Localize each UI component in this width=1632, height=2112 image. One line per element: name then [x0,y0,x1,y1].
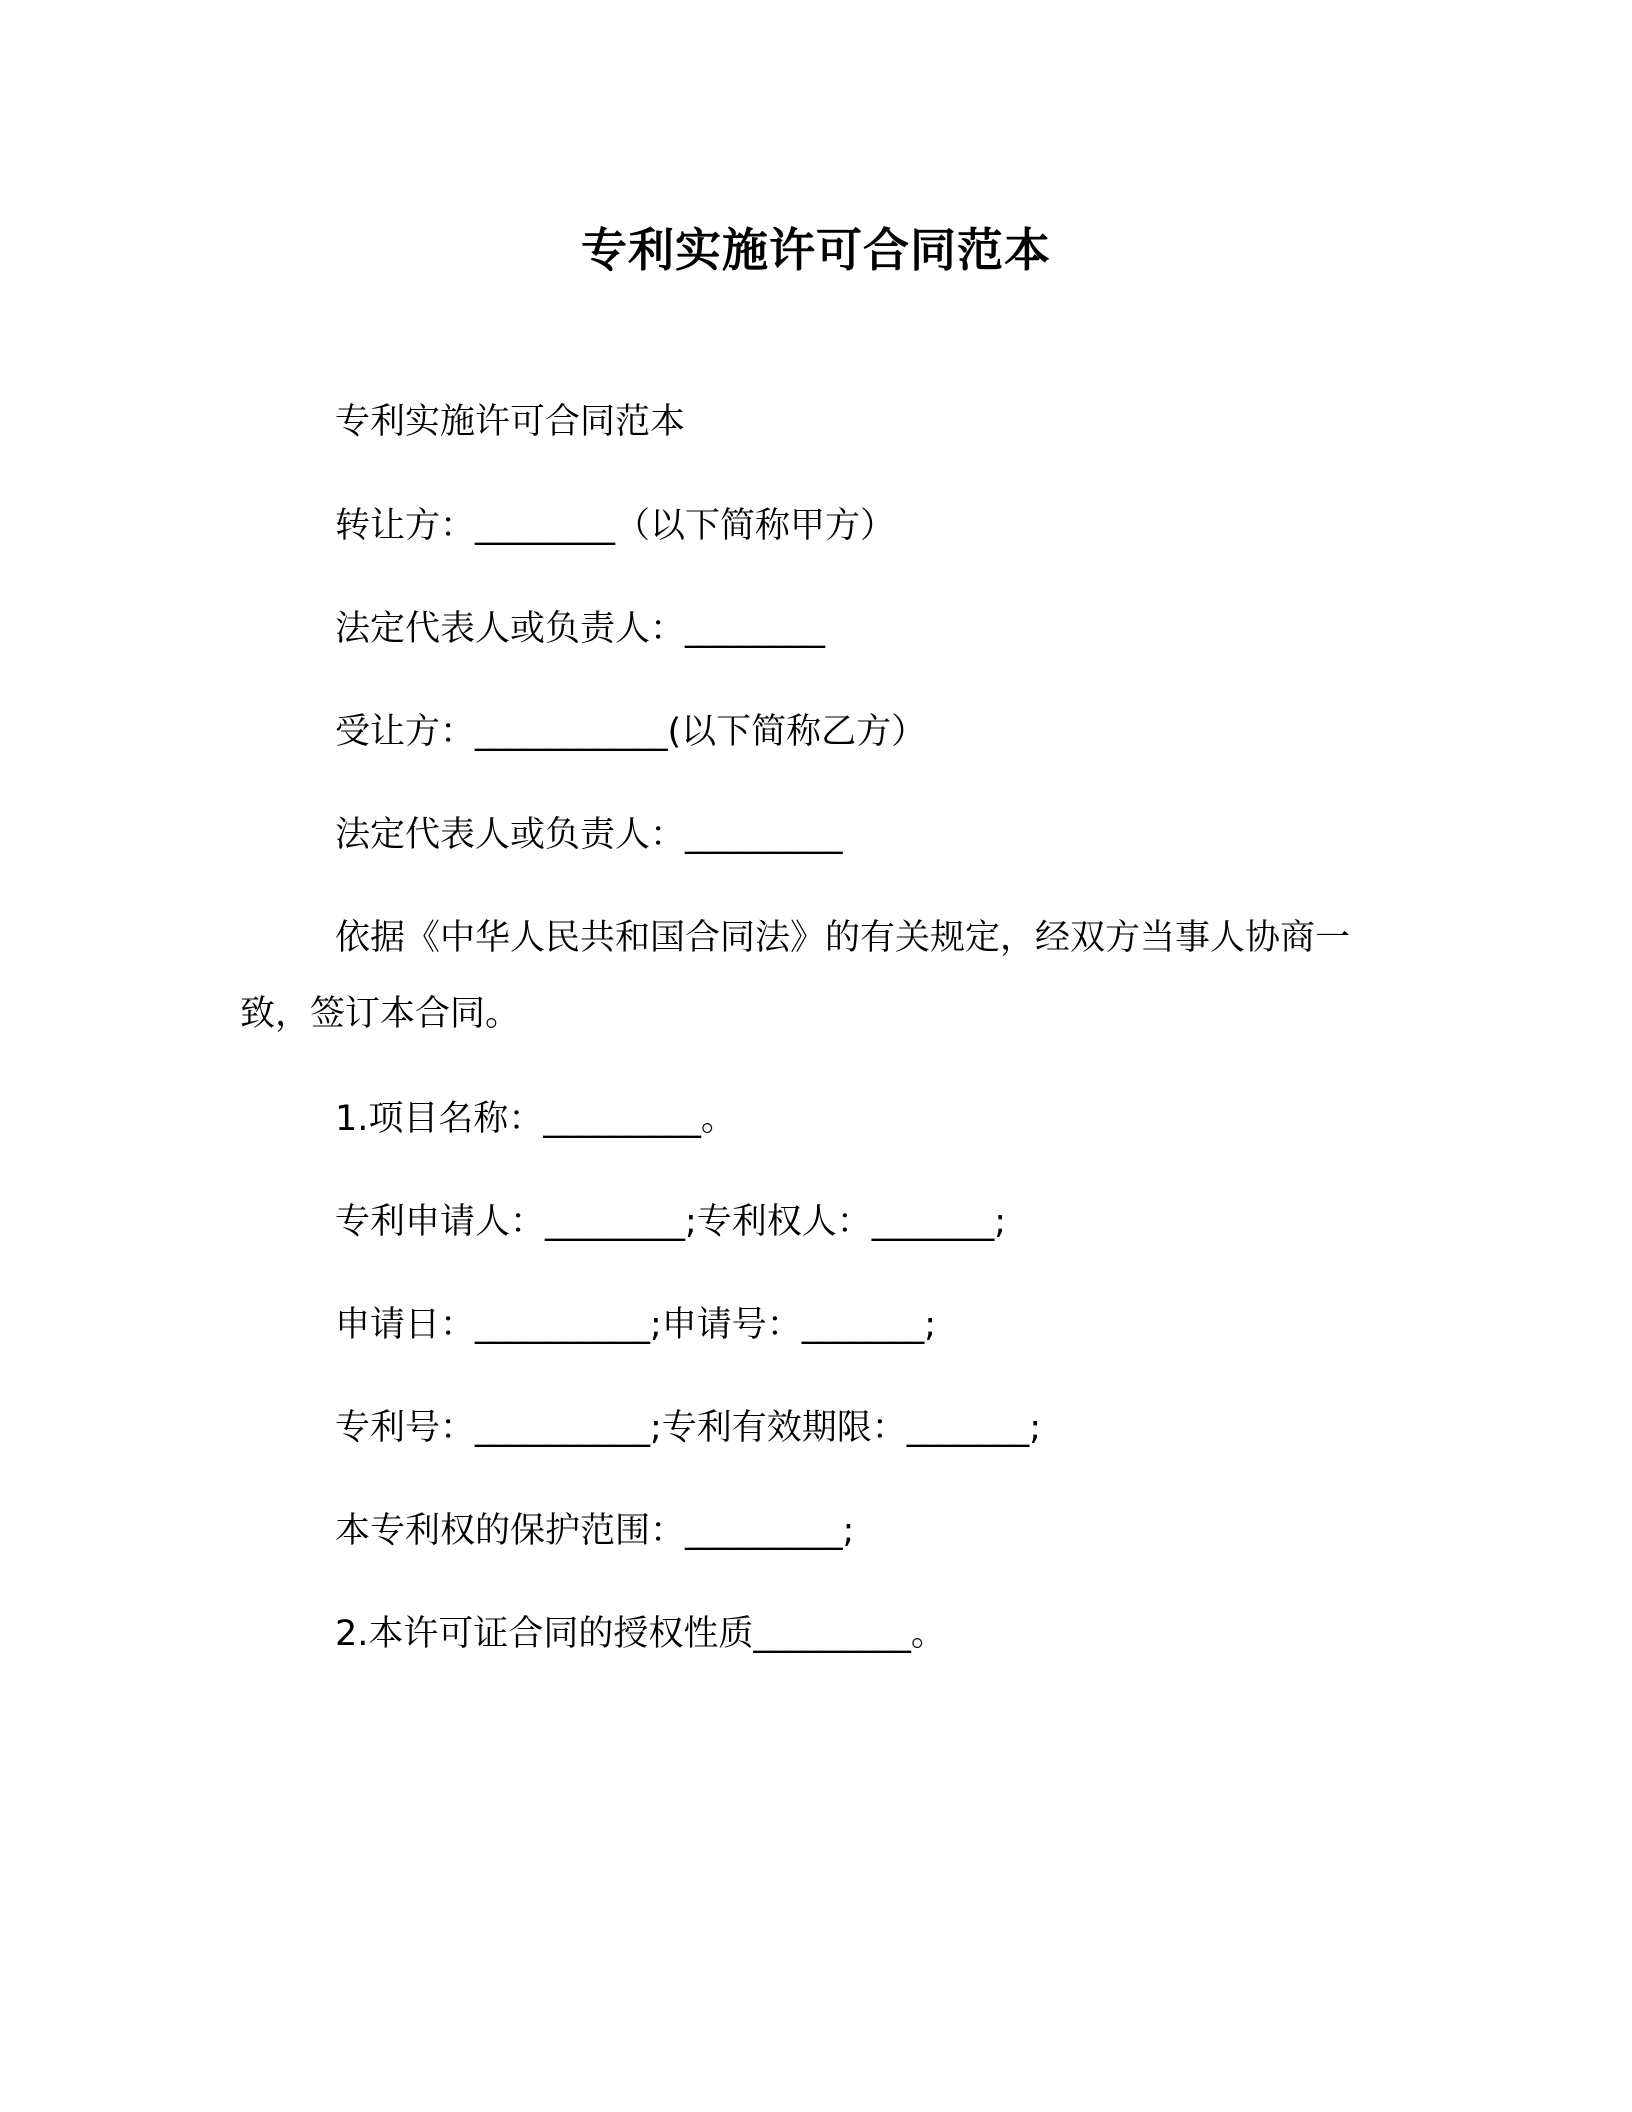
clause-license-nature: 2.本许可证合同的授权性质_________。 [335,1614,946,1654]
transferor-representative-line: 法定代表人或负责人：________ [335,609,826,649]
clause-application-date: 申请日：__________;申请号：_______; [335,1305,937,1345]
transferor-line: 转让方：________（以下简称甲方） [335,506,896,546]
subtitle-line: 专利实施许可合同范本 [335,402,686,442]
clause-protection-scope: 本专利权的保护范围：_________; [335,1511,855,1551]
transferee-line: 受让方：___________(以下简称乙方） [335,712,927,752]
transferee-representative-line: 法定代表人或负责人：_________ [335,815,843,855]
preamble-paragraph: 依据《中华人民共和国合同法》的有关规定，经双方当事人协商一致，签订本合同。 [240,918,1351,1034]
clause-patent-applicant: 专利申请人：________;专利权人：_______; [335,1202,1007,1242]
clause-project-name: 1.项目名称：_________。 [335,1099,736,1139]
clause-patent-number: 专利号：__________;专利有效期限：_______; [335,1408,1042,1448]
document-title: 专利实施许可合同范本 [581,223,1051,277]
